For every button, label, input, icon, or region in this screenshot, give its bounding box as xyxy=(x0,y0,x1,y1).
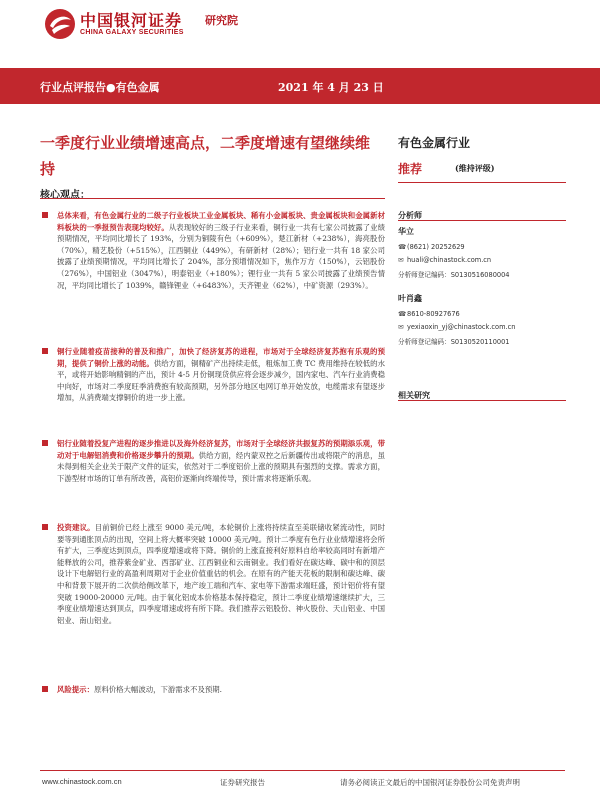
bullet-aluminum xyxy=(42,438,385,484)
analyst-email[interactable]: ✉ yexiaoxin_yj@chinastock.com.cn xyxy=(398,323,516,331)
analyst-phone: ☎(8621) 20252629 xyxy=(398,243,465,251)
footer-website-link[interactable]: www.chinastock.com.cn xyxy=(42,777,122,786)
analyst-name: 华立 xyxy=(398,226,414,236)
bullet-highlight: 铜行业随着疫苗接种的普及和推广，加快了经济复苏的进程，市场对于全球经济复苏抱有乐观的预期，提供了铜价上涨的动能。 xyxy=(57,347,385,368)
footer-disclaimer: 请务必阅读正文最后的中国银河证券股份公司免责声明 xyxy=(340,778,520,787)
phone-icon: ☎ xyxy=(398,310,407,318)
square-bullet-icon xyxy=(42,524,48,530)
analyst-divider xyxy=(398,220,566,221)
bullet-body: 目前铜价已经上涨至 9000 美元/吨，本轮铜价上涨将持续直至美联储收紧流动性，同时要等到通胀顶点的出现，空间上将大概率突破 10000 美元/吨。预计二季度有色行业业绩增速将会所有扩大，三季度达到顶点，四季度增速或将下降。铜价的上涨直接利好原料自给率较高同时有新增产能释放的公司，推荐紫金矿业、西部矿业、江西铜业和云南铜业。我们看好在碳达峰、碳中和的顶层设计下电解铝行业的高盈利周期对于企业价值重估的机会。在原有的产能天花板的限制和碳达峰、碳中和背景下展开的二次供给侧改革下，地产竣工端和汽车、家电等下游需求端旺盛，预计铝价将有望突破 19000-20000 元/吨。由于氧化铝成本价格基本保持稳定，预计二季度业绩增速继续扩大，三季度业绩增速达到顶点，四季度增速或将有所下降。我们推荐云铝股份、神火股份、天山铝业、中国铝业、南山铝业。 xyxy=(57,523,385,625)
footer-divider xyxy=(40,770,565,771)
bullet-investment-advice xyxy=(42,522,385,626)
email-icon: ✉ xyxy=(398,256,404,264)
related-research-heading: 相关研究 xyxy=(398,390,430,400)
key-points-heading: 核心观点： xyxy=(40,190,90,201)
analyst-heading: 分析师 xyxy=(398,210,422,220)
bullet-body: 原料价格大幅波动，下游需求不及预期. xyxy=(93,685,222,694)
report-date: 2021 年 4 月 23 日 xyxy=(278,81,384,94)
bullet-highlight: 风险提示： xyxy=(57,685,94,694)
analyst-card xyxy=(398,293,515,346)
rating-label: 推荐 xyxy=(398,162,423,176)
rating-divider xyxy=(398,182,566,183)
analyst-registration: 分析师登记编码：S0130520110001 xyxy=(398,338,510,346)
square-bullet-icon xyxy=(42,686,48,692)
bullet-summary xyxy=(42,210,385,291)
email-icon: ✉ xyxy=(398,323,404,331)
galaxy-logo-icon xyxy=(44,8,76,40)
bullet-body: 供给方面，经内蒙双控之后新疆传出或将限产的消息，虽未得到相关企业关于限产文件的证实，依然对于二季度铝价上涨的预期具有强烈的支撑。需求方面，下游型材市场的订单有所改善，高铝价逐渐向终端传导，预计需求将逐渐乐观。 xyxy=(57,450,385,483)
bullet-body: 供给方面，铜精矿产出持续走低，粗炼加工费 TC 费用维持在较低的水平，或将开始影响精铜的产出，预计 4-5 月份铜现货供应将会逐步减少，国内家电、汽车行业消费稳中向好，市场对二季度旺季消费抱有较高预期，另外部分地区电网订单开始发放，电缆需求有望逐步增加，从消费端支撑铜价的进一步上涨。 xyxy=(57,358,385,403)
bullet-risk xyxy=(42,684,385,696)
industry-label: 有色金属行业 xyxy=(398,136,471,150)
analyst-phone: ☎8610-80927676 xyxy=(398,310,460,318)
report-title: 一季度行业业绩增速高点，二季度增速有望继续维持 xyxy=(40,134,371,178)
report-category: 行业点评报告●有色金属 xyxy=(40,81,160,94)
rating-note: (维持评级) xyxy=(455,163,495,173)
phone-icon: ☎ xyxy=(398,243,407,251)
logo-english-name: CHINA GALAXY SECURITIES xyxy=(80,29,184,36)
square-bullet-icon xyxy=(42,212,48,218)
footer-report-type: 证券研究报告 xyxy=(220,778,265,787)
analyst-email[interactable]: ✉ huali@chinastock.com.cn xyxy=(398,256,492,264)
square-bullet-icon xyxy=(42,440,48,446)
square-bullet-icon xyxy=(42,348,48,354)
bullet-body: 从表现较好的三级子行业来看，铜行业一共有七家公司披露了业绩预期情况，平均同比增长了 193%，分别为铜陵有色（+609%），楚江新材（+238%），海亮股份（70%），精艺股份（+515%），江西铜业（449%），有研新材（28%）；铝行业一共有 18 家公司披露了业绩预期情况，平均同比增长了 204%，部分预增情况如下，焦作万方（150%），云铝股份（276%），中国铝业（3047%），明泰铝业（+180%）；锂行业一共有 5 家公司披露了业绩预告情况，平均同比增长了 1039%，赣锋锂业（+6483%），天齐锂业（62%），中矿资源（293%）。 xyxy=(57,222,385,290)
analyst-name: 叶肖鑫 xyxy=(398,293,422,303)
bullet-highlight: 投资建议。 xyxy=(57,523,95,532)
analyst-card xyxy=(398,226,509,279)
analyst-registration: 分析师登记编码：S0130516080004 xyxy=(398,271,510,279)
bullet-highlight: 铝行业随着投复产进程的逐步推进以及海外经济复苏，市场对于全球经济共振复苏的预期添乐观，带动对于电解铝消费和价格逐步攀升的预期。 xyxy=(57,439,385,460)
institute-label: 研究院 xyxy=(205,14,238,27)
bullet-highlight: 总体来看，有色金属行业的二级子行业板块工业金属板块、稀有小金属板块、贵金属板块和金属新材料板块的一季报预告表现均较好。 xyxy=(57,211,385,232)
related-research-divider xyxy=(398,400,566,401)
key-points-divider xyxy=(40,198,385,199)
bullet-copper xyxy=(42,346,385,404)
logo-chinese-name: 中国银河证券 xyxy=(80,11,183,30)
